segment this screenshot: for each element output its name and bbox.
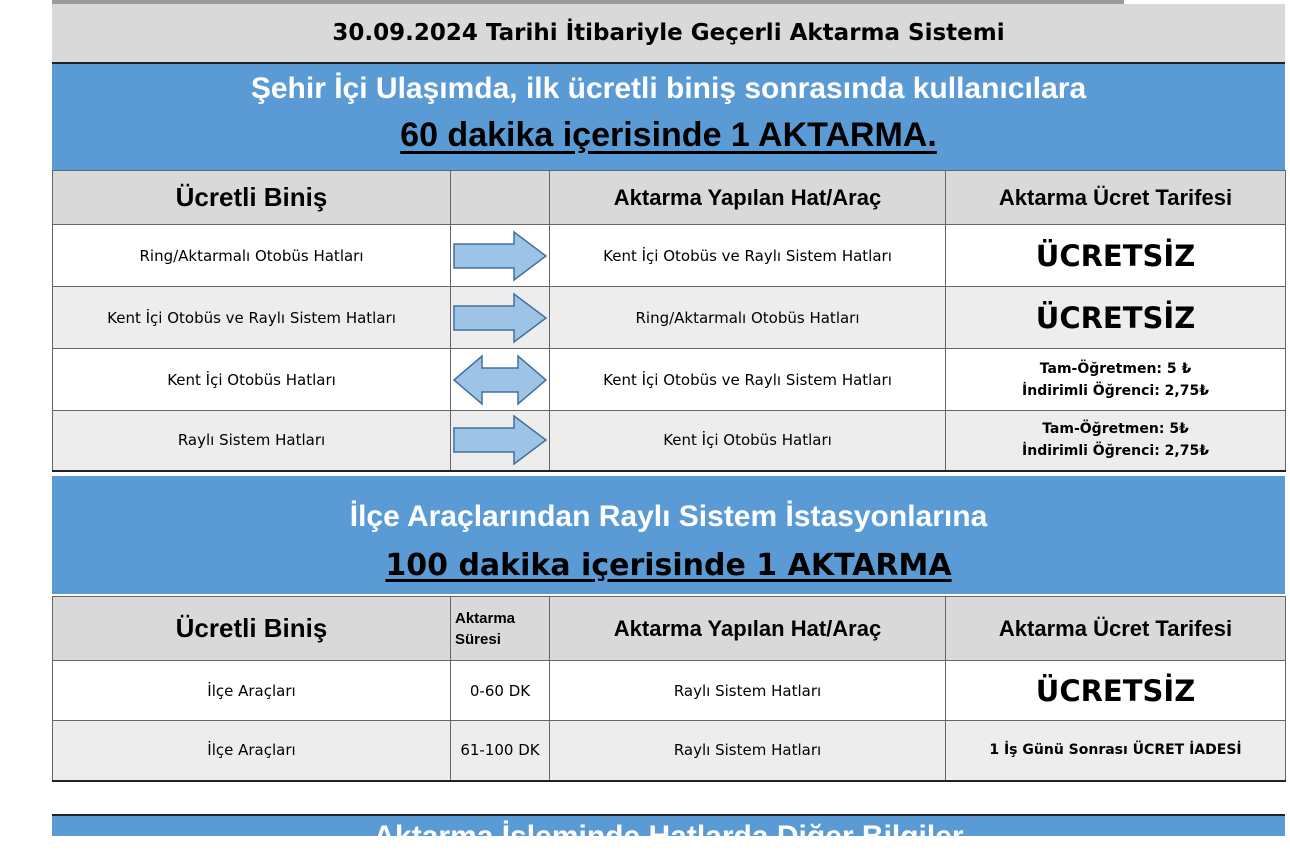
row-duration: 0-60 DK xyxy=(451,661,550,721)
right-arrow-icon xyxy=(451,411,550,471)
section3-title: Aktarma İşleminde Hatlarda Diğer Bilgiler xyxy=(373,820,964,853)
row-fare: ÜCRETSİZ xyxy=(946,661,1286,721)
section1-transfer-rule: 60 dakika içerisinde 1 AKTARMA. xyxy=(400,116,937,154)
header-transfer-line: Aktarma Yapılan Hat/Araç xyxy=(550,597,946,661)
row-from: Kent İçi Otobüs Hatları xyxy=(53,349,451,411)
row-from: Raylı Sistem Hatları xyxy=(53,411,451,471)
section2-table xyxy=(52,596,1286,782)
fare-discount: İndirimli Öğrenci: 2,75₺ xyxy=(1022,443,1209,460)
header-transfer-fare: Aktarma Ücret Tarifesi xyxy=(946,171,1286,225)
row-fare: ÜCRETSİZ xyxy=(946,287,1286,349)
right-arrow-icon xyxy=(451,225,550,287)
header-arrow-empty xyxy=(451,171,550,225)
document-title: 30.09.2024 Tarihi İtibariyle Geçerli Aktarma Sistemi xyxy=(52,4,1285,64)
table-row xyxy=(53,661,1286,721)
row-duration: 61-100 DK xyxy=(451,721,550,781)
header-paid-boarding: Ücretli Biniş xyxy=(53,171,451,225)
row-to: Kent İçi Otobüs ve Raylı Sistem Hatları xyxy=(550,225,946,287)
header-duration-line2: Süresi xyxy=(455,630,501,648)
row-to: Kent İçi Otobüs Hatları xyxy=(550,411,946,471)
table-row xyxy=(53,411,1286,471)
fare-full: Tam-Öğretmen: 5 ₺ xyxy=(1039,360,1192,377)
row-from: İlçe Araçları xyxy=(53,721,451,781)
section1-banner xyxy=(52,64,1285,170)
section2-transfer-rule: 100 dakika içerisinde 1 AKTARMA xyxy=(385,548,952,583)
row-to: Raylı Sistem Hatları xyxy=(550,721,946,781)
section3-banner xyxy=(52,814,1285,853)
row-fare xyxy=(946,411,1286,471)
row-fare: 1 İş Günü Sonrası ÜCRET İADESİ xyxy=(946,721,1286,781)
row-from: İlçe Araçları xyxy=(53,661,451,721)
fare-discount: İndirimli Öğrenci: 2,75₺ xyxy=(1022,382,1209,399)
header-paid-boarding: Ücretli Biniş xyxy=(53,597,451,661)
header-transfer-duration xyxy=(451,597,550,661)
table-row xyxy=(53,349,1286,411)
row-from: Kent İçi Otobüs ve Raylı Sistem Hatları xyxy=(53,287,451,349)
section1-subtitle: Şehir İçi Ulaşımda, ilk ücretli biniş sonrasında kullanıcılara xyxy=(250,72,1087,105)
table-row xyxy=(53,287,1286,349)
table-row xyxy=(53,721,1286,781)
row-from: Ring/Aktarmalı Otobüs Hatları xyxy=(53,225,451,287)
row-to: Ring/Aktarmalı Otobüs Hatları xyxy=(550,287,946,349)
fare-full: Tam-Öğretmen: 5₺ xyxy=(1042,421,1189,438)
header-transfer-line: Aktarma Yapılan Hat/Araç xyxy=(550,171,946,225)
row-fare: ÜCRETSİZ xyxy=(946,225,1286,287)
section2-banner xyxy=(52,476,1285,594)
row-to: Raylı Sistem Hatları xyxy=(550,661,946,721)
section1-table xyxy=(52,170,1286,472)
row-to: Kent İçi Otobüs ve Raylı Sistem Hatları xyxy=(550,349,946,411)
table-row xyxy=(53,225,1286,287)
header-duration-line1: Aktarma xyxy=(455,609,516,627)
double-arrow-icon xyxy=(451,349,550,411)
section2-subtitle: İlçe Araçlarından Raylı Sistem İstasyonlarına xyxy=(349,500,988,533)
right-arrow-icon xyxy=(451,287,550,349)
row-fare xyxy=(946,349,1286,411)
header-transfer-fare: Aktarma Ücret Tarifesi xyxy=(946,597,1286,661)
